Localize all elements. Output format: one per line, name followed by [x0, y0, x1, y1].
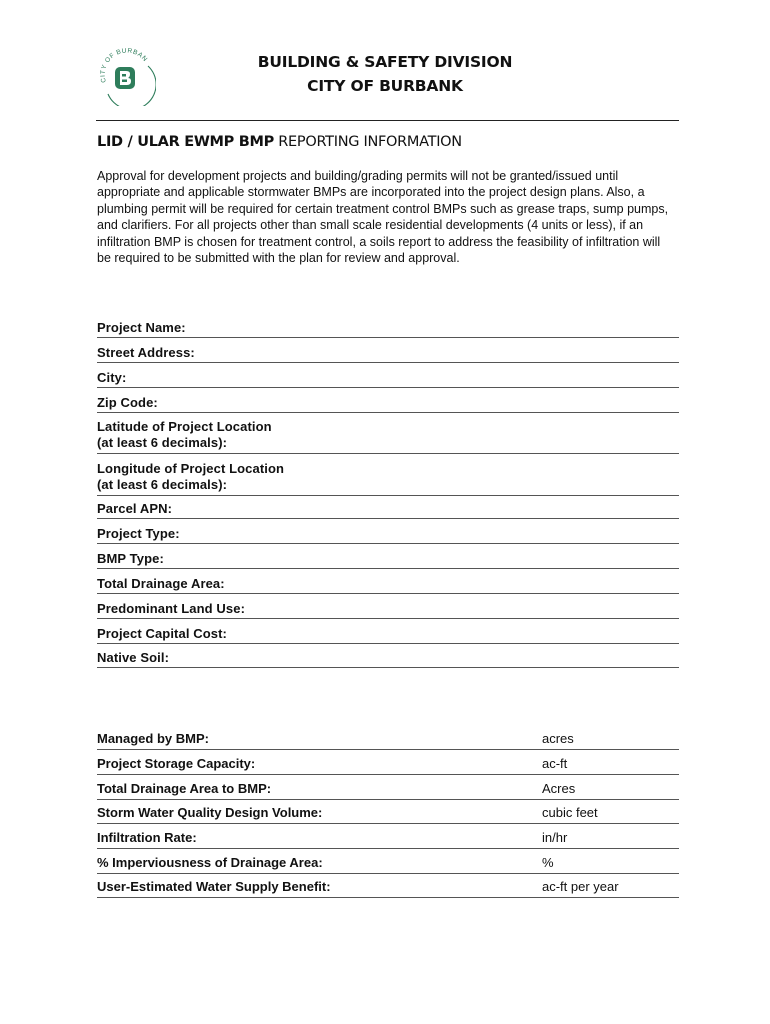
bmp-type-label: BMP Type: — [97, 551, 164, 566]
project-storage-capacity-label: Project Storage Capacity: — [97, 756, 256, 771]
infiltration-rate-label: Infiltration Rate: — [97, 830, 197, 845]
project-storage-capacity-row[interactable] — [97, 756, 679, 775]
managed-by-bmp-label: Managed by BMP: — [97, 731, 209, 746]
project-type-label: Project Type: — [97, 526, 180, 541]
street-address-label: Street Address: — [97, 345, 195, 360]
longitude-label-line2: (at least 6 decimals): — [97, 477, 228, 492]
predominant-land-use-label: Predominant Land Use: — [97, 601, 246, 616]
project-capital-cost-label: Project Capital Cost: — [97, 626, 227, 641]
intro-paragraph: Approval for development projects and building/grading permits will not be granted/issued until appropriate and applicable stormwater BMPs are incorporated into the project design plans. Also, a plumbing permit will be required for certain treatment control BMPs such as grease traps, sump pumps, and clarifiers. For all projects other than small scale residential developments (4 units or less), if an infiltration BMP is chosen for treatment control, a soils report to address the feasibility of infiltration will be required to be submitted with the plan for review and approval. — [97, 169, 669, 266]
street-address-field[interactable] — [97, 345, 679, 363]
predominant-land-use-field[interactable] — [97, 601, 679, 619]
total-drainage-area-field[interactable] — [97, 576, 679, 594]
latitude-field[interactable] — [97, 419, 679, 454]
infiltration-rate-unit: in/hr — [542, 830, 568, 845]
imperviousness-unit: % — [542, 855, 554, 870]
city-label: City: — [97, 370, 127, 385]
water-supply-benefit-unit: ac-ft per year — [542, 879, 619, 894]
city-title: CITY OF BURBANK — [307, 77, 463, 95]
section-title — [97, 132, 462, 152]
design-volume-label: Storm Water Quality Design Volume: — [97, 805, 323, 820]
parcel-apn-field[interactable] — [97, 501, 679, 519]
design-volume-row[interactable] — [97, 805, 679, 824]
zip-code-label: Zip Code: — [97, 395, 158, 410]
section-title-bold: LID / ULAR EWMP BMP — [97, 134, 274, 150]
managed-by-bmp-row[interactable] — [97, 731, 679, 750]
total-drainage-area-label: Total Drainage Area: — [97, 576, 225, 591]
infiltration-rate-row[interactable] — [97, 830, 679, 849]
native-soil-field[interactable] — [97, 650, 679, 668]
header-divider — [96, 120, 679, 121]
water-supply-benefit-label: User-Estimated Water Supply Benefit: — [97, 879, 331, 894]
imperviousness-row[interactable] — [97, 855, 679, 874]
native-soil-label: Native Soil: — [97, 650, 169, 665]
total-drainage-area-to-bmp-label: Total Drainage Area to BMP: — [97, 781, 272, 796]
project-name-label: Project Name: — [97, 320, 186, 335]
total-drainage-area-to-bmp-unit: Acres — [542, 781, 576, 796]
section-title-normal: REPORTING INFORMATION — [273, 134, 462, 150]
logo-text: CITY OF BURBAN — [99, 47, 149, 84]
latitude-label-line2: (at least 6 decimals): — [97, 435, 228, 450]
document-header — [0, 50, 770, 98]
zip-code-field[interactable] — [97, 395, 679, 413]
project-name-field[interactable] — [97, 320, 679, 338]
water-supply-benefit-row[interactable] — [97, 879, 679, 898]
design-volume-unit: cubic feet — [542, 805, 598, 820]
total-drainage-area-to-bmp-row[interactable] — [97, 781, 679, 800]
city-field[interactable] — [97, 370, 679, 388]
division-title: BUILDING & SAFETY DIVISION — [257, 53, 513, 71]
longitude-field[interactable] — [97, 461, 679, 496]
longitude-label-line1: Longitude of Project Location — [97, 461, 285, 476]
latitude-label-line1: Latitude of Project Location — [97, 419, 272, 434]
parcel-apn-label: Parcel APN: — [97, 501, 173, 516]
managed-by-bmp-unit: acres — [542, 731, 574, 746]
bmp-type-field[interactable] — [97, 551, 679, 569]
imperviousness-label: % Imperviousness of Drainage Area: — [97, 855, 323, 870]
project-type-field[interactable] — [97, 526, 679, 544]
project-storage-capacity-unit: ac-ft — [542, 756, 568, 771]
project-capital-cost-field[interactable] — [97, 626, 679, 644]
